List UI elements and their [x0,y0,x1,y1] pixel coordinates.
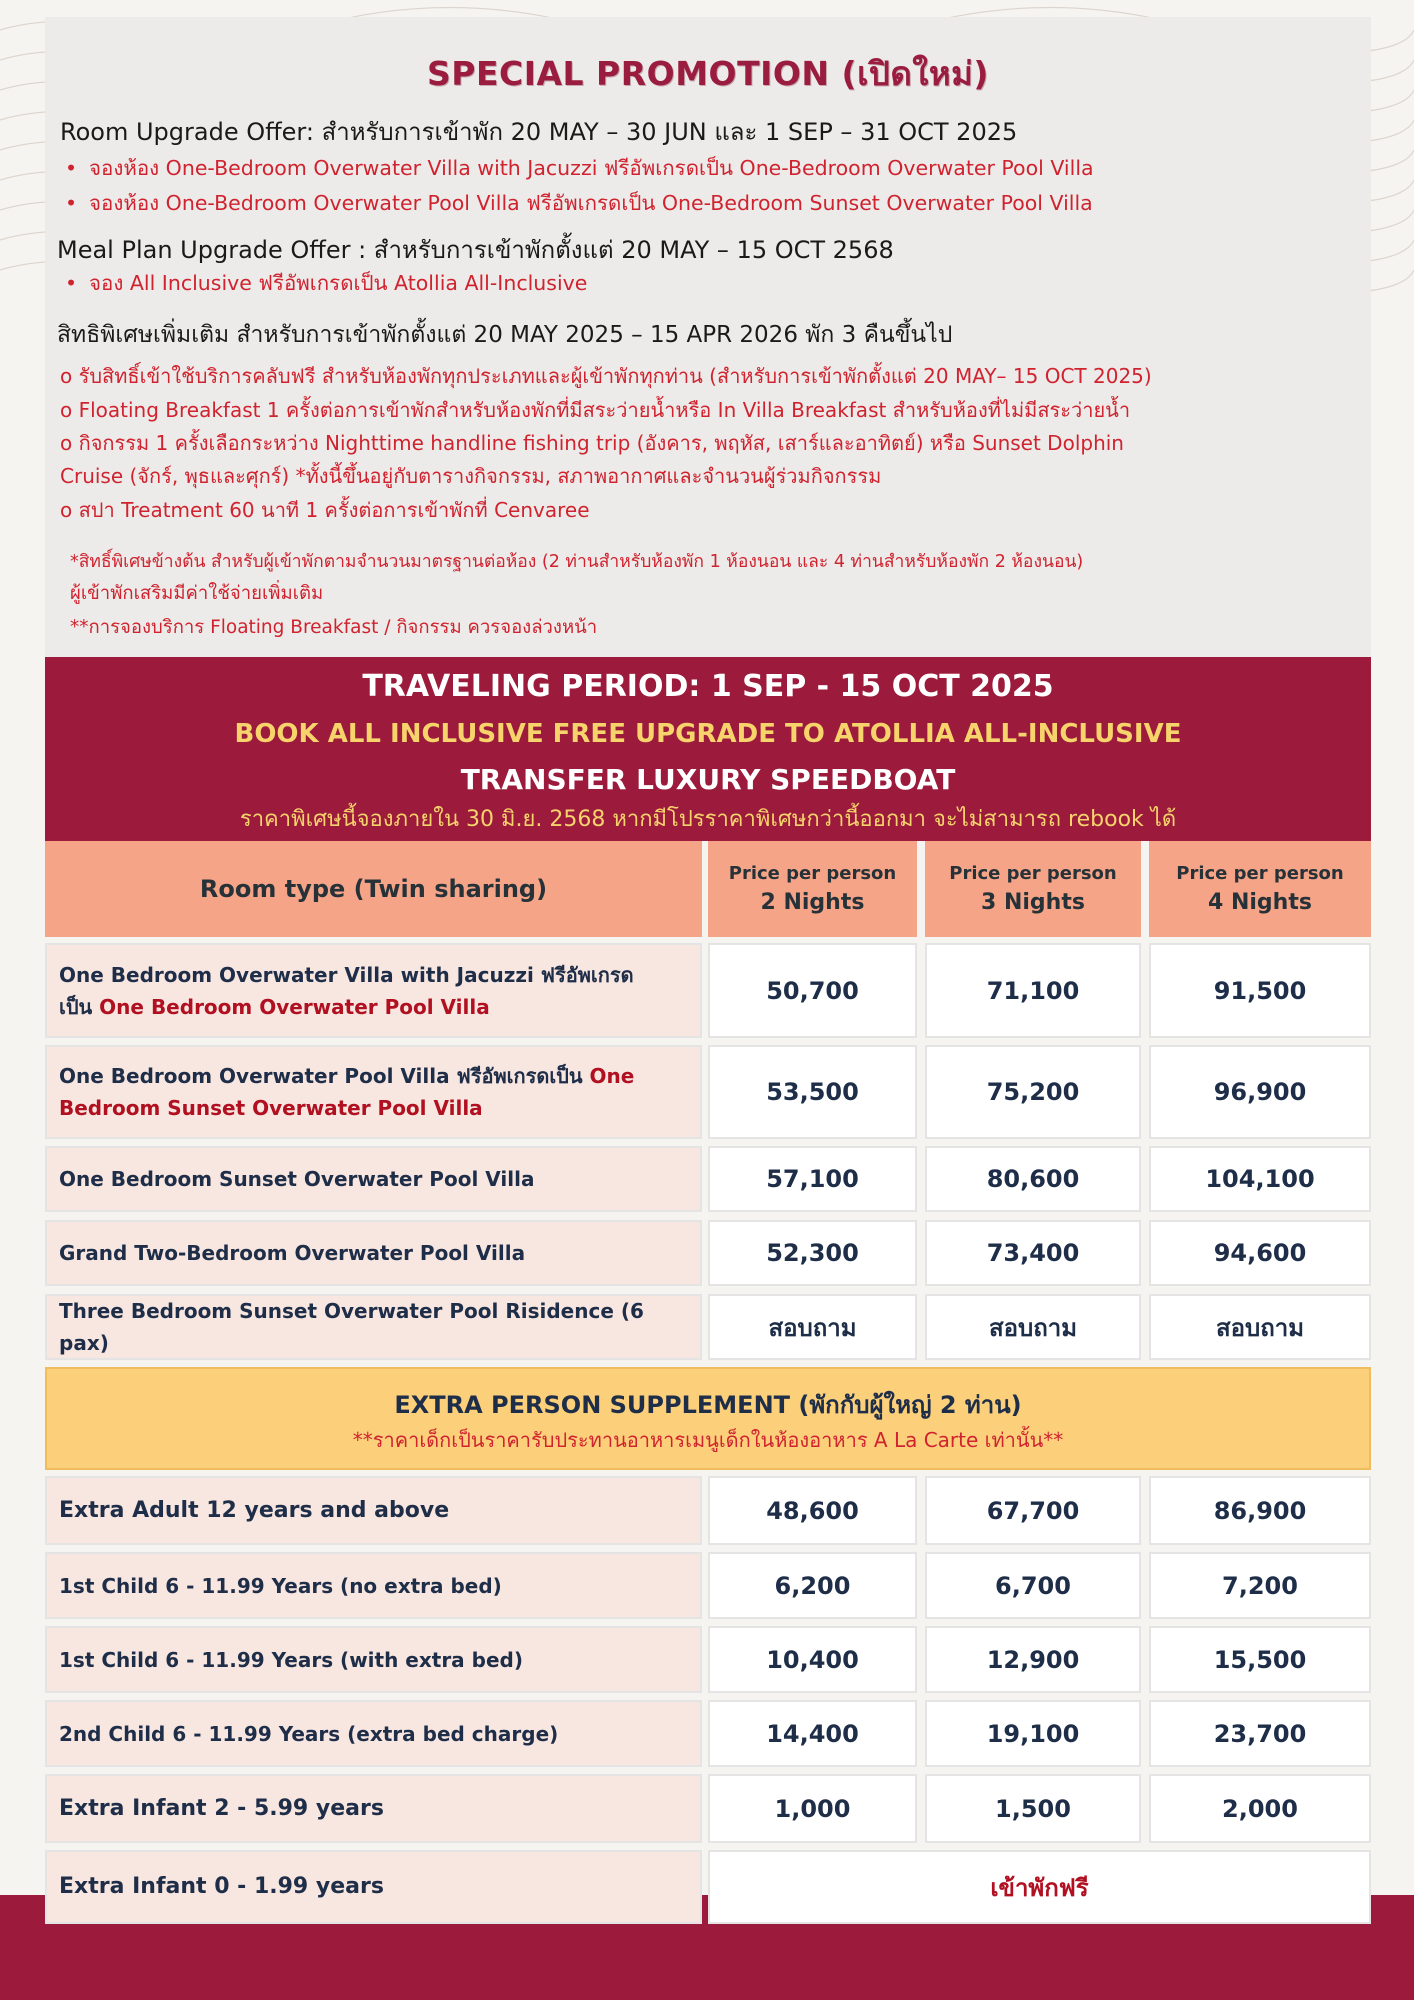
price-cell: 94,600 [1149,1220,1371,1286]
price-cell: 10,400 [708,1626,917,1693]
room-type-cell [45,1294,702,1360]
price-cell: สอบถาม [708,1294,917,1360]
room-type-cell [45,1045,702,1139]
room-type-header: Room type (Twin sharing) [45,841,702,937]
header-nights: 2 Nights [760,890,865,915]
room-upgrade-highlight: One Bedroom Overwater Pool Villa [99,994,490,1019]
promo-title: SPECIAL PROMOTION (เปิดใหม่) [427,54,989,93]
price-cell: 86,900 [1149,1476,1371,1545]
price-cell: 52,300 [708,1220,917,1286]
extra-type-cell [45,1476,702,1545]
extra-type-cell [45,1700,702,1767]
header-nights: 4 Nights [1208,890,1312,915]
extra-person-header [45,1367,1371,1470]
header-line: Price per person [728,863,897,884]
meal-plan-item: • จอง All Inclusive ฟรีอัพเกรดเป็น Atollia All-Inclusive [65,271,588,295]
extra-type-cell [45,1850,702,1924]
price-cell: 48,600 [708,1476,917,1545]
room-name-cont: เป็น [59,994,100,1019]
room-name: One Bedroom Overwater Pool Villa ฟรีอัพเกรดเป็น [59,1064,590,1088]
price-cell: 57,100 [708,1146,917,1212]
room-name: One Bedroom Sunset Overwater Pool Villa [59,1167,535,1191]
price-cell: 6,700 [925,1552,1141,1619]
price-cell: 53,500 [708,1045,917,1139]
traveling-period: TRAVELING PERIOD: 1 SEP - 15 OCT 2025 [362,669,1054,704]
extra-name: Extra Infant 0 - 1.99 years [59,1874,384,1899]
price-cell: สอบถาม [1149,1294,1371,1360]
price-cell: 23,700 [1149,1700,1371,1767]
free-stay-cell: เข้าพักฟรี [708,1850,1371,1924]
room-upgrade-item: • จองห้อง One-Bedroom Overwater Villa with Jacuzzi ฟรีอัพเกรดเป็น One-Bedroom Overwater Pool Villa [65,156,1094,180]
room-type-cell [45,1220,702,1286]
header-line: Price per person [949,863,1117,884]
extra-person-note: **ราคาเด็กเป็นราคารับประทานอาหารเมนูเด็กในห้องอาหาร A La Carte เท่านั้น** [352,1428,1064,1452]
price-cell: 19,100 [925,1700,1141,1767]
extra-type-cell [45,1552,702,1619]
price-cell: 91,500 [1149,943,1371,1038]
transfer-label: TRANSFER LUXURY SPEEDBOAT [460,763,956,796]
price-3-nights-header [925,841,1141,937]
extra-person-title: EXTRA PERSON SUPPLEMENT (พักกับผู้ใหญ่ 2 ท่าน) [394,1391,1022,1419]
room-upgrade-item: • จองห้อง One-Bedroom Overwater Pool Villa ฟรีอัพเกรดเป็น One-Bedroom Sunset Overwater Pool Villa [65,191,1093,215]
price-cell: สอบถาม [925,1294,1141,1360]
header-line: Price per person [1176,863,1344,884]
price-cell: 2,000 [1149,1774,1371,1843]
extra-name: 1st Child 6 - 11.99 Years (no extra bed) [59,1573,502,1598]
price-cell: 12,900 [925,1626,1141,1693]
price-cell: 96,900 [1149,1045,1371,1139]
note-line: *สิทธิ์พิเศษข้างต้น สำหรับผู้เข้าพักตามจำนวนมาตรฐานต่อห้อง (2 ท่านสำหรับห้องพัก 1 ห้องนอน และ 4 ท่านสำหรับห้องพัก 2 ห้องนอน) [70,552,1084,572]
price-cell: 1,500 [925,1774,1141,1843]
price-cell: 71,100 [925,943,1141,1038]
privilege-line: o สปา Treatment 60 นาที 1 ครั้งต่อการเข้าพักที่ Cenvaree [60,498,590,522]
promotion-panel [45,17,1371,657]
price-cell: 75,200 [925,1045,1141,1139]
price-cell: 15,500 [1149,1626,1371,1693]
room-type-cell [45,1146,702,1212]
extra-name: 1st Child 6 - 11.99 Years (with extra bed) [59,1647,523,1672]
extra-name: Extra Adult 12 years and above [59,1497,450,1523]
price-cell: 50,700 [708,943,917,1038]
offer-headline: BOOK ALL INCLUSIVE FREE UPGRADE TO ATOLLIA ALL-INCLUSIVE [234,719,1182,749]
header-nights: 3 Nights [981,890,1085,915]
room-upgrade-item-text: จองห้อง One-Bedroom Overwater Villa with Jacuzzi ฟรีอัพเกรดเป็น One-Bedroom Overwater Pool Villa [89,156,1094,180]
meal-plan-item-text: จอง All Inclusive ฟรีอัพเกรดเป็น Atollia All-Inclusive [89,271,588,295]
note-line: ผู้เข้าพักเสริมมีค่าใช้จ่ายเพิ่มเติม [70,583,324,604]
room-name: Grand Two-Bedroom Overwater Pool Villa [59,1241,526,1265]
price-4-nights-header [1149,841,1371,937]
extra-name: Extra Infant 2 - 5.99 years [59,1795,384,1821]
room-name: One Bedroom Overwater Villa with Jacuzzi ฟรีอัพเกรด [59,962,634,987]
price-cell: 14,400 [708,1700,917,1767]
room-upgrade-item-text: จองห้อง One-Bedroom Overwater Pool Villa ฟรีอัพเกรดเป็น One-Bedroom Sunset Overwater Pool Villa [89,191,1093,215]
price-cell: 7,200 [1149,1552,1371,1619]
price-cell: 80,600 [925,1146,1141,1212]
note-line: **การจองบริการ Floating Breakfast / กิจกรรม ควรจองล่วงหน้า [70,617,598,638]
room-upgrade-heading: Room Upgrade Offer: สำหรับการเข้าพัก 20 MAY – 30 JUN และ 1 SEP – 31 OCT 2025 [60,118,1018,146]
room-upgrade-highlight: Bedroom Sunset Overwater Pool Villa [59,1096,483,1120]
privilege-line: Cruise (จักร์, พุธและศุกร์) *ทั้งนี้ขึ้นอยู่กับตารางกิจกรรม, สภาพอากาศและจำนวนผู้ร่วมกิจกรรม [60,464,882,488]
meal-plan-heading: Meal Plan Upgrade Offer : สำหรับการเข้าพักตั้งแต่ 20 MAY – 15 OCT 2568 [57,236,894,264]
price-cell: 104,100 [1149,1146,1371,1212]
extra-type-cell [45,1774,702,1843]
traveling-period-banner [45,657,1371,841]
booking-note: ราคาพิเศษนี้จองภายใน 30 มิ.ย. 2568 หากมีโปรราคาพิเศษกว่านี้ออกมา จะไม่สามารถ rebook ได้ [239,807,1177,832]
price-cell: 67,700 [925,1476,1141,1545]
price-cell: 1,000 [708,1774,917,1843]
extra-type-cell [45,1626,702,1693]
privilege-heading: สิทธิพิเศษเพิ่มเติม สำหรับการเข้าพักตั้งแต่ 20 MAY 2025 – 15 APR 2026 พัก 3 คืนขึ้นไป [57,322,953,348]
privilege-line: o รับสิทธิ์เข้าใช้บริการคลับฟรี สำหรับห้องพักทุกประเภทและผู้เข้าพักทุกท่าน (สำหรับการเข้าพักตั้งแต่ 20 MAY– 15 OCT 2025) [60,364,1152,388]
price-cell: 73,400 [925,1220,1141,1286]
privilege-line: o กิจกรรม 1 ครั้งเลือกระหว่าง Nighttime handline fishing trip (อังคาร, พฤหัส, เสาร์และอาทิตย์) หรือ Sunset Dolphin [60,431,1124,455]
privilege-line: o Floating Breakfast 1 ครั้งต่อการเข้าพักสำหรับห้องพักที่มีสระว่ายน้ำหรือ In Villa Breakfast สำหรับห้องที่ไม่มีสระว่ายน้ำ [60,398,1131,422]
room-upgrade-highlight: One [589,1064,635,1088]
room-name: Three Bedroom Sunset Overwater Pool Risidence (6 pax) [59,1299,644,1355]
price-cell: 6,200 [708,1552,917,1619]
room-type-cell [45,943,702,1038]
extra-name: 2nd Child 6 - 11.99 Years (extra bed charge) [59,1721,559,1746]
price-2-nights-header [708,841,917,937]
